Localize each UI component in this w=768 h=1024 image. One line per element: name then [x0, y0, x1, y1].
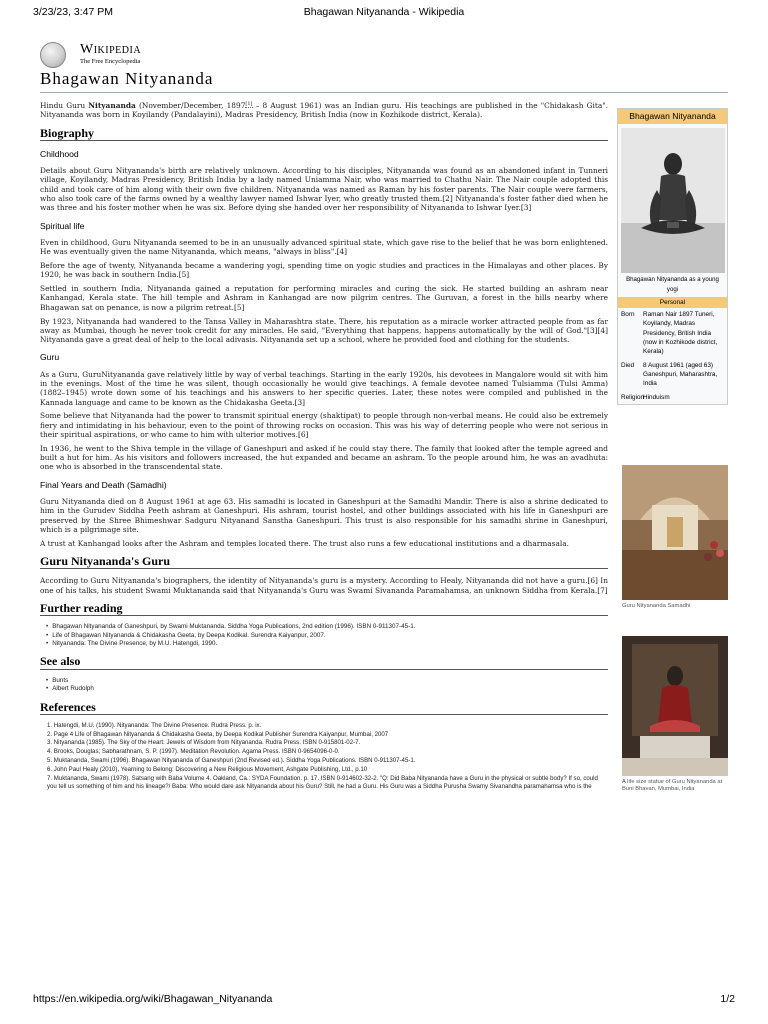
- spiritual-paragraph-4: By 1923, Nityananda had wandered to the Tansa Valley in Maharashtra state. There, his reputation as a miracle worker attracted people from as far away as Mumbai, though he never took credit for any miracles. He said, "Everything that happens, happens automatically by the will of God."[3][4] Nityananda gave a great deal of help to the local adivasis. Nityananda set up a school, where he provided food and clothing for the students.: [40, 316, 608, 345]
- infobox-value: 8 August 1961 (aged 63) Ganeshpuri, Maharashtra, India: [643, 361, 718, 388]
- see-also-list: [46, 677, 608, 694]
- reference-item: 7. Muktananda, Swami (1978). Satsang with Baba Volume 4. Oakland, Ca.: SYDA Foundation. p. 17. ISBN 0-914602-32-2. "Q: Did Baba Nityananda have a Guru in the physical or subtle body? If so, could you tell us something of him and his lineage?/ Baba: Who would dare ask Nityananda about his Guru? Still, he had a Guru. His Guru was a Siddha Purusha Swamy Sivanandha paramahamsa who is the: [47, 774, 598, 790]
- see-also-link-albert-rudolph[interactable]: • Albert Rudolph: [46, 685, 608, 693]
- seated-yogi-image: [621, 128, 725, 273]
- reference-item: 6. John Paul Healy (2010), Yearning to Belong: Discovering a New Religious Movement, Ashgate Publishing, Ltd., p.10: [47, 765, 368, 773]
- heading-further-reading: Further reading: [40, 604, 608, 616]
- infobox-title: Bhagawan Nityananda: [618, 109, 727, 124]
- reference-item: 2. Page 4 Life of Bhagawan Nityananda & Chidakasha Geeta, by Deepa Kodikal Publisher Surendra Kaiyanpur, Mumbai, 2007: [47, 730, 389, 738]
- heading-guru: Guru: [40, 352, 60, 363]
- childhood-paragraph: Details about Guru Nityananda's birth are relatively unknown. According to his disciples, Nityananda was found as an abandoned infant in Tunneri village, Koyilandy, Madras Presidency, British India by a lady named Uniamma Nair, who was married to Chathu Nair. The Nair couple adopted this child and took care of him along with their own five children. Nityananda was named as Raman by his foster parents. The Nair couple were farmers, who also took care of the farms owned by a wealthy lawyer named Ishwar Iyer, who greatly trusted them.[2] Nityananda's foster father died when he was three and his foster mother when he was six. Before dying she handed over her responsibility of Nityananda to Ishwar Iyer.[3]: [40, 166, 608, 213]
- reference-item: 5. Muktananda, Swami (1996). Bhagawan Nityananda of Ganeshpuri (2nd Revised ed.). Siddha Yoga Publications. ISBN 0-911307-45-1.: [47, 756, 416, 764]
- figure-caption: Guru Nityananda Samadhi: [622, 603, 691, 609]
- page-title: Bhagawan Nityananda: [40, 69, 728, 93]
- heading-gurus-guru: Guru Nityananda's Guru: [40, 557, 608, 569]
- final-paragraph-2: A trust at Kanhangad looks after the Ashram and temples located there. The trust also runs a few educational institutions and a dharmasala.: [40, 538, 569, 548]
- infobox-row-religion: [618, 391, 727, 404]
- wikipedia-wordmark: Wikipedia: [80, 42, 142, 57]
- gurus-guru-paragraph: According to Guru Nityananda's biographers, the identity of Nityananda's guru is a mystery. According to Healy, Nityananda did not have a guru.[6] In one of his talks, his student Swami Muktananda said that Nityananda's Guru was Swami Sivananda Paramahamsa, an unknown Siddha from Kerala.[7]: [40, 576, 608, 595]
- infobox-row-died: [618, 359, 727, 391]
- guru-paragraph-2: Some believe that Nityananda had the power to transmit spiritual energy (shaktipat) to people through non-verbal means. He could also be extremely fiery and intimidating in his behaviour, even to the point of throwing rocks on occasion. This was his way of deterring people who were not serious in their spiritual aspirations, or who came to him with ulterior motives.[6]: [40, 411, 608, 440]
- print-datetime: 3/23/23, 3:47 PM: [33, 6, 113, 18]
- wikipedia-globe-icon: [40, 42, 66, 68]
- infobox-key: Born: [621, 311, 635, 319]
- see-also-link-bunts[interactable]: • Bunts: [46, 677, 608, 685]
- list-item: • Bhagawan Nityananda of Ganeshpuri, by Swami Muktananda. Siddha Yoga Publications, 2nd edition (1996). ISBN 0-911307-45-1.: [46, 623, 608, 631]
- print-header: [33, 6, 735, 20]
- heading-biography: Biography: [40, 129, 608, 141]
- figure-caption: A life size statue of Guru Nityananda at Buni Bhavan, Mumbai, India: [622, 779, 723, 793]
- statue-image: [622, 636, 728, 776]
- reference-item: 4. Brooks, Douglas; Sabharathnam, S. P. (1997). Meditation Revolution. Agama Press. ISBN 0-9654096-0-0.: [47, 748, 340, 756]
- final-paragraph-1: Guru Nityananda died on 8 August 1961 at age 63. His samadhi is located in Ganeshpuri at the Samadhi Mandir. There is also a shrine dedicated to him in the Gurudev Siddha Peeth ashram at Ganeshpuri. His ashram, tourist hostel, and other buildings associated with his life in Ganeshpuri are preserved by the Shree Bhimeshwar Sadguru Nityanand Sanstha Ganeshpuri. This trust is also responsible for his samadhi shrine in Ganeshpuri, which is a pilgrimage site.: [40, 497, 608, 534]
- further-reading-list: [46, 623, 608, 648]
- list-item: • Nityananda: The Divine Presence, by M.U. Hatengdi, 1990.: [46, 640, 608, 648]
- heading-spiritual-life: Spiritual life: [40, 220, 85, 231]
- infobox: [617, 108, 728, 405]
- infobox-value: Raman Nair 1897 Tuneri, Koyilandy, Madras Presidency, British India (now in Kozhikode district, Kerala): [643, 311, 718, 356]
- reference-item: 3. Nityananda (1985). The Sky of the Heart: Jewels of Wisdom from Nityananda. Rudra Press. ISBN 0-915801-02-7.: [47, 739, 361, 747]
- temple-interior-image: [622, 465, 728, 600]
- statue-photo[interactable]: [622, 636, 728, 776]
- figure-samadhi: [622, 465, 728, 610]
- infobox-value: Hinduism: [643, 393, 670, 401]
- print-footer: [33, 993, 735, 1007]
- infobox-section-personal: Personal: [618, 297, 727, 308]
- infobox-key: Religion: [621, 393, 645, 401]
- print-page-number: 1/2: [720, 993, 735, 1005]
- wikipedia-tagline: The Free Encyclopedia: [80, 58, 141, 65]
- spiritual-paragraph-1: Even in childhood, Guru Nityananda seemed to be in an unusually advanced spiritual state, which gave rise to the belief that he was born enlightened. He was eventually given the name Nityananda, which means, "always in bliss".[4]: [40, 237, 608, 257]
- heading-see-also: See also: [40, 657, 608, 669]
- figure-statue: [622, 636, 728, 793]
- article-body: [40, 101, 608, 795]
- heading-childhood: Childhood: [40, 148, 79, 159]
- intro-rest: – 8 August 1961) was an Indian guru. His teachings are published in the "Chidakash Gita". Nityananda was born in Koyilandy (Pandalayini), Madras Presidency, British India (now in Kozhikode district, Kerala).: [40, 101, 608, 120]
- infobox-row-born: [618, 308, 727, 358]
- samadhi-photo[interactable]: [622, 465, 728, 600]
- subject-name: Nityananda: [88, 101, 136, 110]
- print-url: https://en.wikipedia.org/wiki/Bhagawan_Nityananda: [33, 993, 273, 1005]
- guru-paragraph-1: As a Guru, GuruNityananda gave relatively little by way of verbal teachings. Starting in the early 1920s, his devotees in Mangalore would sit with him in the evenings. Most of the time he was silent, though occasionally he would give teachings. A female devotee named Tulsiamma (Tulsi Amma) (1882–1945) wrote down some of his teachings and his answers to her specific queries. Later, these notes were compiled and published in the Kannada language and came to be known as the Chidakasha Geeta.[3]: [40, 369, 608, 407]
- spiritual-paragraph-3: Settled in southern India, Nityananda gained a reputation for performing miracles and curing the sick. He started building an ashram near Kanhangad, Kerala state. The hill temple and Ashram in Kanhangad are now pilgrim centres. The Guruvan, a forest in the hills nearby where Bhagawan sat on penance, is now a pilgrim retreat.[5]: [40, 284, 608, 312]
- spiritual-paragraph-2: Before the age of twenty, Nityananda became a wandering yogi, spending time on yogic studies and practices in the Himalayas and other places. By 1920, he was back in southern India.[5]: [40, 261, 608, 280]
- print-doc-title: Bhagawan Nityananda - Wikipedia: [303, 6, 465, 18]
- intro-pre: Hindu Guru: [40, 101, 89, 110]
- wikipedia-logo[interactable]: [40, 40, 180, 68]
- guru-paragraph-3: In 1936, he went to the Shiva temple in the village of Ganeshpuri and asked if he could stay there. The family that looked after the temple agreed and built a hut for him. As his visitors and followers increased, the hut expanded and became an ashram. To the people around him, he was an avadhuta: one who is absorbed in the transcendental state.: [40, 443, 608, 472]
- list-item: • Life of Bhagawan Nityananda & Chidakasha Geeta, by Deepa Kodikal. Surendra Kaiyanpur, 2007.: [46, 632, 608, 640]
- heading-references: References: [40, 703, 608, 715]
- heading-final-years: Final Years and Death (Samadhi): [40, 479, 167, 490]
- infobox-caption: Bhagawan Nityananda as a young yogi: [626, 276, 719, 293]
- intro-born: (November/December, 1897: [135, 101, 246, 110]
- infobox-key: Died: [621, 361, 635, 369]
- ref-link-1[interactable]: [1]: [245, 100, 253, 107]
- references-list: [47, 722, 608, 791]
- reference-item: 1. Hatengdi, M.U. (1990). Nityananda: The Divine Presence. Rudra Press. p. ix.: [47, 721, 262, 729]
- intro-paragraph: [40, 101, 608, 120]
- portrait-photo[interactable]: [621, 128, 725, 273]
